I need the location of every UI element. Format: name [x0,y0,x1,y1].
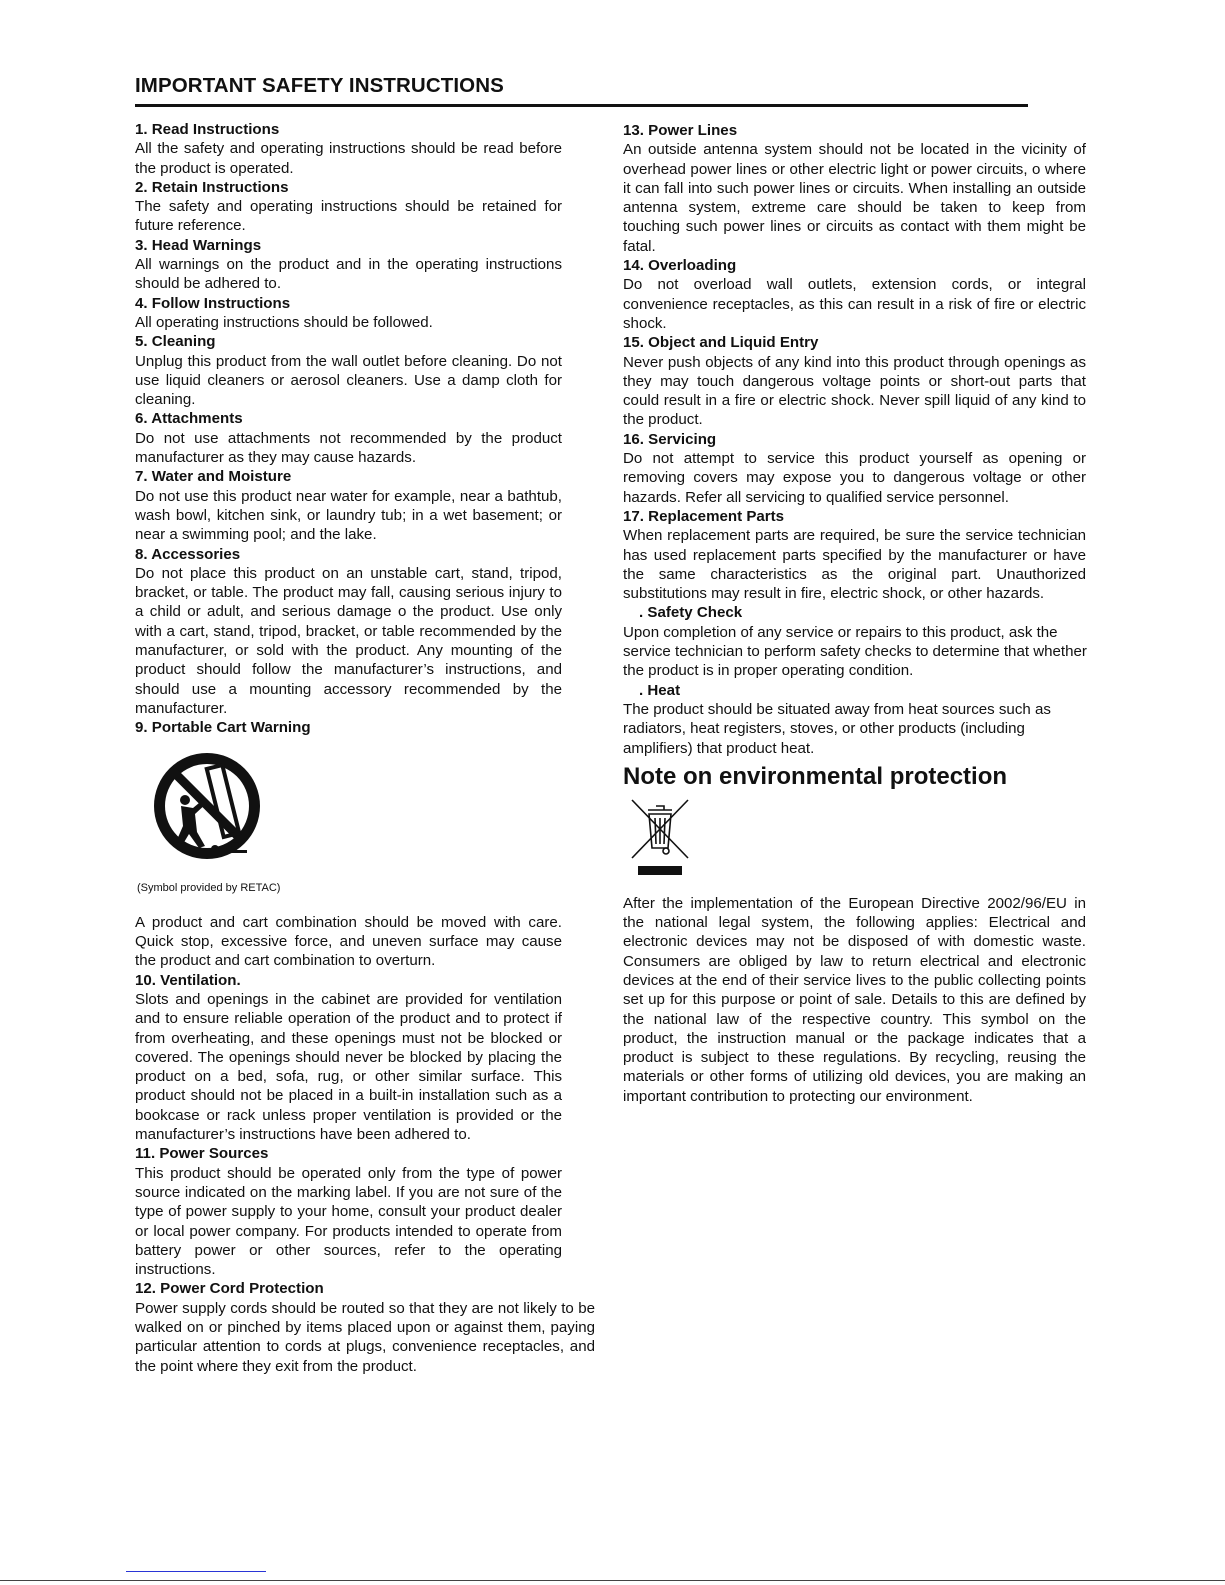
section-heading: 10. Ventilation. [135,971,241,989]
section-text: Do not use this product near water for example, near a bathtub, wash bowl, kitchen sink, or laundry tub; in a wet basement; or near a swimming pool; and the lake. [135,487,562,544]
section-heading: 2. Retain Instructions [135,178,289,196]
section-cleaning [135,332,562,409]
section-safety-check [623,603,1086,680]
section-power-cord-protection [135,1279,595,1375]
section-replacement-parts [623,507,1086,603]
section-servicing [623,430,1086,507]
section-read-instructions [135,120,562,178]
section-heading: 12. Power Cord Protection [135,1280,324,1298]
cart-symbol-caption: (Symbol provided by RETAC) [137,881,281,894]
crossed-out-bin-icon [628,796,692,878]
section-heading: . Heat [639,681,681,699]
section-heading: . Safety Check [639,604,743,622]
section-retain-instructions [135,178,562,236]
section-text: All warnings on the product and in the operating instructions should be adhered to. [135,256,562,293]
section-heading: 7. Water and Moisture [135,468,292,486]
section-water-and-moisture [135,467,562,544]
section-object-and-liquid-entry [623,333,1086,429]
section-follow-instructions [135,294,562,333]
section-text: Unplug this product from the wall outlet before cleaning. Do not use liquid cleaners or aerosol cleaners. Use a damp cloth for cleaning. [135,352,562,409]
section-heading: 15. Object and Liquid Entry [623,334,819,352]
left-column [135,120,595,1376]
section-heading: 14. Overloading [623,257,737,275]
section-text: Slots and openings in the cabinet are provided for ventilation and to ensure reliable operation of the product and to protect if from overheating, and these openings must not be blocked or covered. The openings should never be blocked by placing the product on a bed, sofa, rug, or other similar surface. This product should not be placed in a built-in installation such as a bookcase or rack unless proper ventilation is provided or the manufacturer’s instructions have been adhered to. [135,990,562,1144]
section-text: Upon completion of any service or repairs to this product, ask the service technician to perform safety checks to determine that whether the product is in proper operating condition. [623,623,1087,680]
section-text: The safety and operating instructions should be retained for future reference. [135,198,562,235]
section-ventilation [135,971,562,1145]
section-heading: 3. Head Warnings [135,236,262,254]
cart-warning-text: A product and cart combination should be moved with care. Quick stop, excessive force, and uneven surface may cause the product and cart combination to overturn. [135,913,562,970]
right-column [623,121,1086,1106]
section-heading: 17. Replacement Parts [623,507,785,525]
section-heading: 5. Cleaning [135,333,216,351]
section-heading: 13. Power Lines [623,122,738,139]
environment-text: After the implementation of the European Directive 2002/96/EU in the national legal system, the following applies: Electrical and electronic devices may not be disposed of with domestic waste. Consumers are obliged by law to return electrical and electronic devices at the end of their service lives to the public collecting points set up for this purpose or point of sale. Details to this are defined by the national law of the respective country. This symbol on the product, the instruction manual or the package indicates that a product is subject to these regulations. By recycling, reusing the materials or other forms of utilizing old devices, you are making an important contribution to protecting our environment. [623,894,1086,1105]
section-power-lines [623,121,1086,256]
cart-tip-over-icon [145,748,275,870]
section-head-warnings [135,236,562,294]
section-power-sources [135,1144,562,1279]
section-text: Do not use attachments not recommended by the product manufacturer as they may cause hazards. [135,429,562,467]
footer-link-underline [126,1571,266,1572]
section-heading: 16. Servicing [623,430,717,448]
section-heading: 6. Attachments [135,410,243,428]
section-text: An outside antenna system should not be located in the vicinity of overhead power lines or other electric light or power circuits, o where it can fall into such power lines or circuits. When installing an outside antenna system, extreme care should be taken to keep from touching such power lines or circuits as contact with them might be fatal. [623,141,1086,255]
section-text: Do not place this product on an unstable cart, stand, tripod, bracket, or table. The product may fall, causing serious injury to a child or adult, and serious damage o the product. Use only with a cart, stand, tripod, bracket, or table recommended by the manufacturer, or sold with the product. Any mounting of the product should follow the manufacturer’s instructions, and should use a mounting accessory recommended by the manufacturer. [135,564,562,717]
section-text: Power supply cords should be routed so that they are not likely to be walked on or pinched by items placed upon or against them, paying particular attention to cords at plugs, convenience receptacles, and the point where they exit from the product. [135,1299,595,1375]
section-heading: 9. Portable Cart Warning [135,719,311,737]
section-heading: 11. Power Sources [135,1145,269,1163]
page-bottom-edge [0,1580,1225,1581]
section-heading: 8. Accessories [135,545,241,563]
environment-title: Note on environmental protection [623,762,1008,790]
section-text: All the safety and operating instructions should be read before the product is operated. [135,140,562,177]
section-overloading [623,256,1086,333]
section-text: This product should be operated only from the type of power source indicated on the marking label. If you are not sure of the type of power supply to your home, consult your product dealer or local power company. For products intended to operate from battery power or other sources, refer to the operating instructions. [135,1164,562,1279]
section-text: The product should be situated away from heat sources such as radiators, heat registers, stoves, or other products (including amplifiers) that product heat. [623,700,1051,757]
section-accessories [135,545,562,719]
section-heading: 4. Follow Instructions [135,294,291,312]
section-heading: 1. Read Instructions [135,121,280,138]
section-text: Do not attempt to service this product yourself as opening or removing covers may expose you to dangerous voltage or other hazards. Refer all servicing to qualified service personnel. [623,450,1086,506]
section-text: All operating instructions should be followed. [135,313,433,331]
section-heat [623,681,1086,758]
page-title: IMPORTANT SAFETY INSTRUCTIONS [135,74,504,97]
section-text: Do not overload wall outlets, extension cords, or integral convenience receptacles, as this can result in a risk of fire or electric shock. [623,276,1086,332]
section-text: Never push objects of any kind into this product through openings as they may touch dangerous voltage points or short-out parts that could result in a fire or electric shock. Never spill liquid of any kind to the product. [623,353,1086,429]
section-text: When replacement parts are required, be sure the service technician has used replacement parts specified by the manufacturer or have the same characteristics as the original part. Unauthorized substitutions may result in fire, electric shock, or other hazards. [623,527,1086,603]
section-portable-cart-warning [135,718,562,970]
section-attachments [135,409,562,467]
title-divider [135,104,1028,107]
